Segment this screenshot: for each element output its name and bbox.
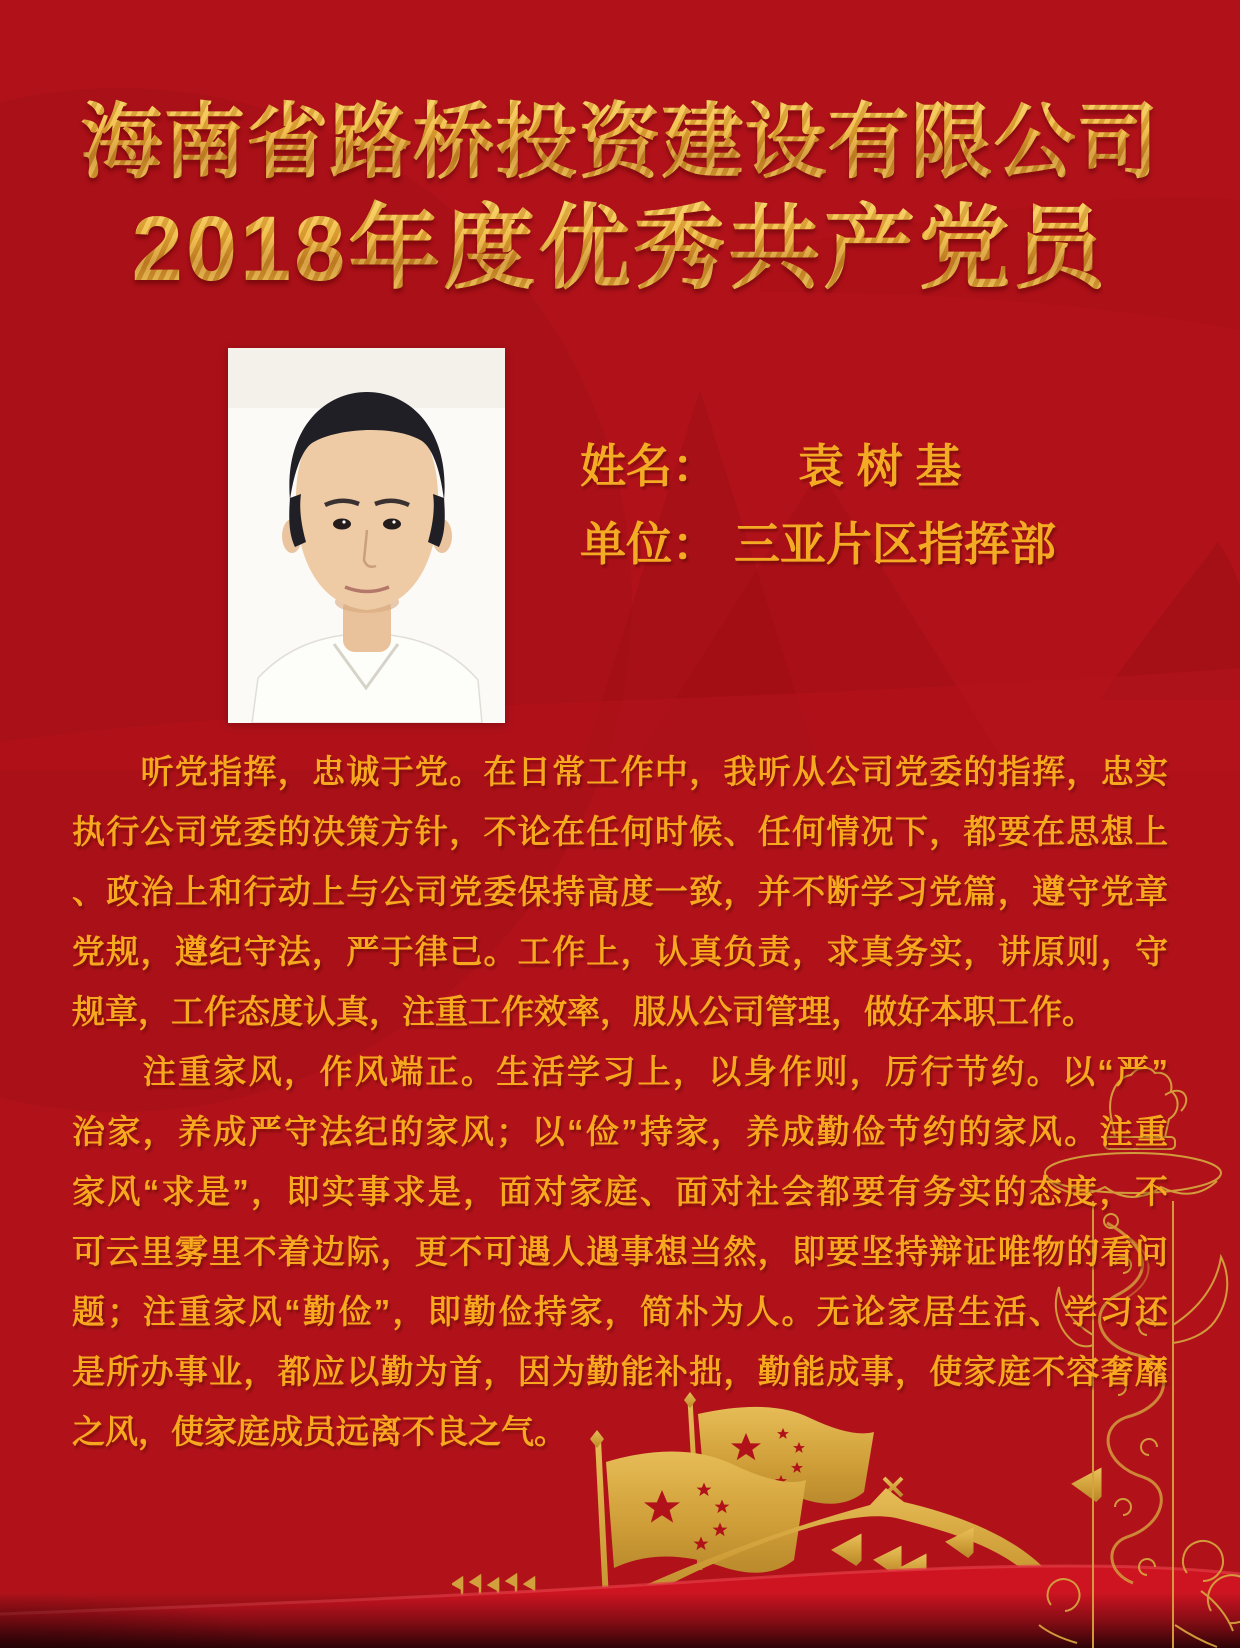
poster-title-award: 2018年度优秀共产党员 [0, 192, 1240, 306]
bio-line: 题；注重家风“勤俭”，即勤俭持家，简朴为人。无论家居生活、学习还 [72, 1293, 1168, 1330]
bio-line: 、政治上和行动上与公司党委保持高度一致，并不断学习党篇，遵守党章 [72, 873, 1168, 910]
bio-line: 党规，遵纪守法，严于律己。工作上，认真负责，求真务实，讲原则，守 [72, 933, 1168, 970]
bio-line: 治家，养成严守法纪的家风；以“俭”持家，养成勤俭节约的家风。注重 [72, 1113, 1168, 1150]
bio-line: 是所办事业，都应以勤为首，因为勤能补拙，勤能成事，使家庭不容奢靡 [72, 1353, 1168, 1390]
bio-line: 注重家风，作风端正。生活学习上，以身作则，厉行节约。以“严” [72, 1053, 1168, 1090]
field-name [580, 440, 1056, 492]
field-unit-label: 单位： [580, 518, 718, 570]
bio-line: 规章，工作态度认真，注重工作效率，服从公司管理，做好本职工作。 [72, 993, 1095, 1030]
bio-line: 家风“求是”，即实事求是，面对家庭、面对社会都要有务实的态度，不 [72, 1173, 1168, 1210]
bio-line: 执行公司党委的决策方针，不论在任何时候、任何情况下，都要在思想上 [72, 813, 1168, 850]
field-unit [580, 518, 1056, 570]
profile-fields [580, 440, 1056, 570]
bio-line: 之风，使家庭成员远离不良之气。 [72, 1413, 567, 1450]
field-name-value: 袁 树 基 [798, 440, 962, 492]
bio-text [72, 742, 1168, 1462]
field-name-label: 姓名： [580, 440, 718, 492]
bio-line: 听党指挥，忠诚于党。在日常工作中，我听从公司党委的指挥，忠实 [72, 753, 1168, 790]
bio-line: 可云里雾里不着边际，更不可遇人遇事想当然，即要坚持辩证唯物的看问 [72, 1233, 1168, 1270]
portrait-photo [228, 348, 505, 723]
poster-title-company: 海南省路桥投资建设有限公司 [0, 88, 1240, 198]
field-unit-value: 三亚片区指挥部 [734, 518, 1056, 570]
